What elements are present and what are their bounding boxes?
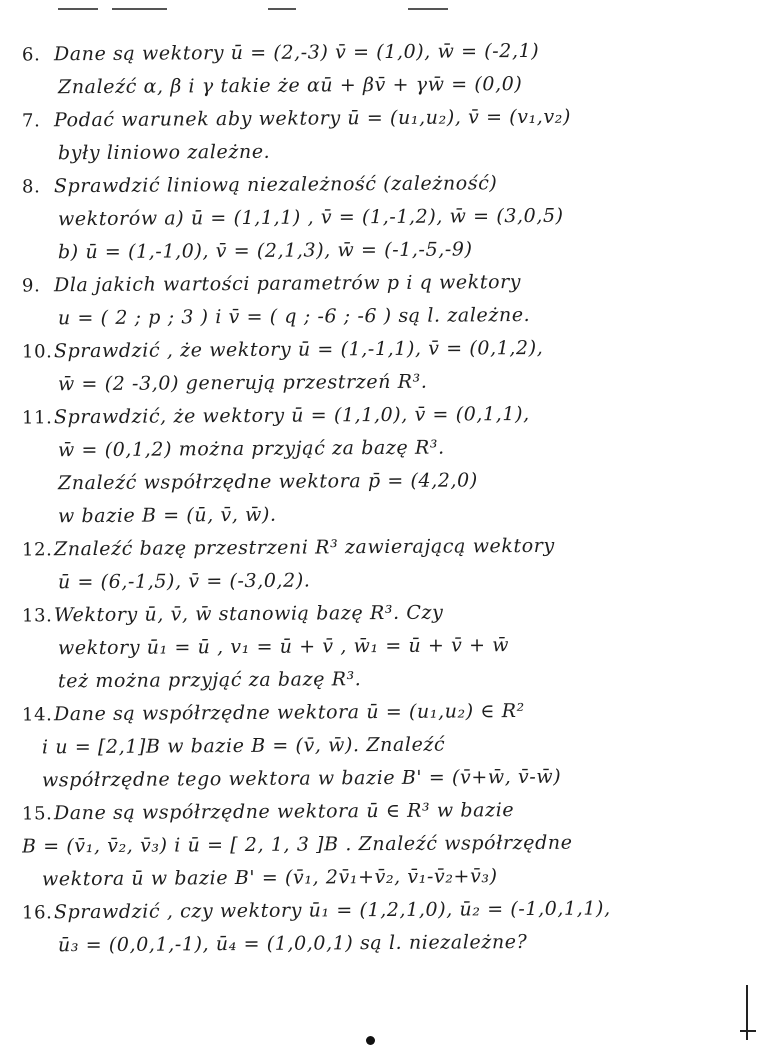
problem-14: [22, 696, 742, 795]
problem-text: w̄ = (0,1,2) można przyjąć za bazę R³.: [57, 436, 445, 462]
problem-text: w̄ = (2 -3,0) generują przestrzeń R³.: [57, 370, 428, 396]
problem-text: ū₃ = (0,0,1,-1), ū₄ = (1,0,0,1) są l. niezależne?: [57, 930, 528, 957]
problem-9: [22, 267, 742, 333]
problem-11: [22, 399, 742, 531]
ink-dot: [366, 1036, 375, 1045]
problem-text: Wektory ū, v̄, w̄ stanowią bazę R³. Czy: [53, 601, 444, 627]
problem-text: Dane są współrzędne wektora ū = (u₁,u₂) ∈ R²: [53, 700, 525, 726]
problem-number: 9.: [21, 275, 41, 297]
problem-text: Znaleźć α, β i γ takie że αū + βv̄ + γw̄ = (0,0): [57, 73, 523, 99]
top-edge-marks: [0, 0, 760, 22]
problem-number: 8.: [21, 176, 41, 198]
problem-text: w bazie B = (ū, v̄, w̄).: [57, 503, 277, 528]
problem-number: 14.: [21, 704, 53, 726]
problem-text: i u = [2,1]B w bazie B = (v̄, w̄). Znaleźć: [41, 733, 446, 759]
problem-number: 11.: [21, 407, 53, 429]
problem-text: ū = (6,-1,5), v̄ = (-3,0,2).: [57, 569, 311, 594]
problem-text: b) ū = (1,-1,0), v̄ = (2,1,3), w̄ = (-1,-5,-9): [57, 238, 473, 264]
problem-7: [22, 102, 742, 168]
problem-number: 6.: [21, 44, 41, 66]
problem-text: u = ( 2 ; p ; 3 ) i v̄ = ( q ; -6 ; -6 ) są l. zależne.: [57, 303, 531, 330]
problem-number: 10.: [21, 341, 53, 363]
problem-text: B = (v̄₁, v̄₂, v̄₃) i ū = [ 2, 1, 3 ]B . Znaleźć współrzędne: [21, 831, 573, 858]
problem-text: Znaleźć współrzędne wektora p̄ = (4,2,0): [57, 469, 478, 495]
problem-text: Znaleźć bazę przestrzeni R³ zawierającą wektory: [53, 534, 555, 561]
problem-text: Sprawdzić liniową niezależność (zależność): [53, 172, 498, 198]
problem-10: [22, 333, 742, 399]
problem-16: [22, 894, 742, 960]
problem-12: [22, 531, 742, 597]
problem-8: [22, 168, 742, 267]
problem-text: Dane są współrzędne wektora ū ∈ R³ w bazie: [53, 799, 515, 825]
problem-text: Sprawdzić, że wektory ū = (1,1,0), v̄ = (0,1,1),: [53, 402, 530, 429]
problem-number: 15.: [21, 803, 53, 825]
problem-text: Dane są wektory ū = (2,-3) v̄ = (1,0), w̄ = (-2,1): [53, 39, 540, 66]
problem-6: [22, 36, 742, 102]
margin-stroke: [740, 1030, 756, 1032]
problem-text: współrzędne tego wektora w bazie B' = (v̄+w̄, v̄-w̄): [41, 765, 562, 792]
problem-number: 13.: [21, 605, 53, 627]
problem-text: wektorów a) ū = (1,1,1) , v̄ = (1,-1,2), w̄ = (3,0,5): [57, 204, 564, 231]
problem-number: 16.: [21, 902, 53, 924]
problem-text: wektora ū w bazie B' = (v̄₁, 2v̄₁+v̄₂, v̄₁-v̄₂+v̄₃): [41, 865, 498, 891]
problem-13: [22, 597, 742, 696]
problem-text: Sprawdzić , że wektory ū = (1,-1,1), v̄ = (0,1,2),: [53, 336, 544, 363]
problem-text: też można przyjąć za bazę R³.: [57, 668, 362, 693]
problem-text: wektory ū₁ = ū , v₁ = ū + v̄ , w̄₁ = ū + v̄ + w̄: [57, 634, 510, 660]
problem-text: Sprawdzić , czy wektory ū₁ = (1,2,1,0), ū₂ = (-1,0,1,1),: [53, 897, 611, 924]
problem-list: [22, 36, 742, 960]
problem-number: 7.: [21, 110, 41, 132]
problem-text: były liniowo zależne.: [57, 140, 271, 165]
problem-number: 12.: [21, 539, 53, 561]
problem-text: Dla jakich wartości parametrów p i q wektory: [53, 271, 522, 297]
problem-15: [22, 795, 742, 894]
problem-text: Podać warunek aby wektory ū = (u₁,u₂), v̄ = (v₁,v₂): [53, 105, 572, 132]
